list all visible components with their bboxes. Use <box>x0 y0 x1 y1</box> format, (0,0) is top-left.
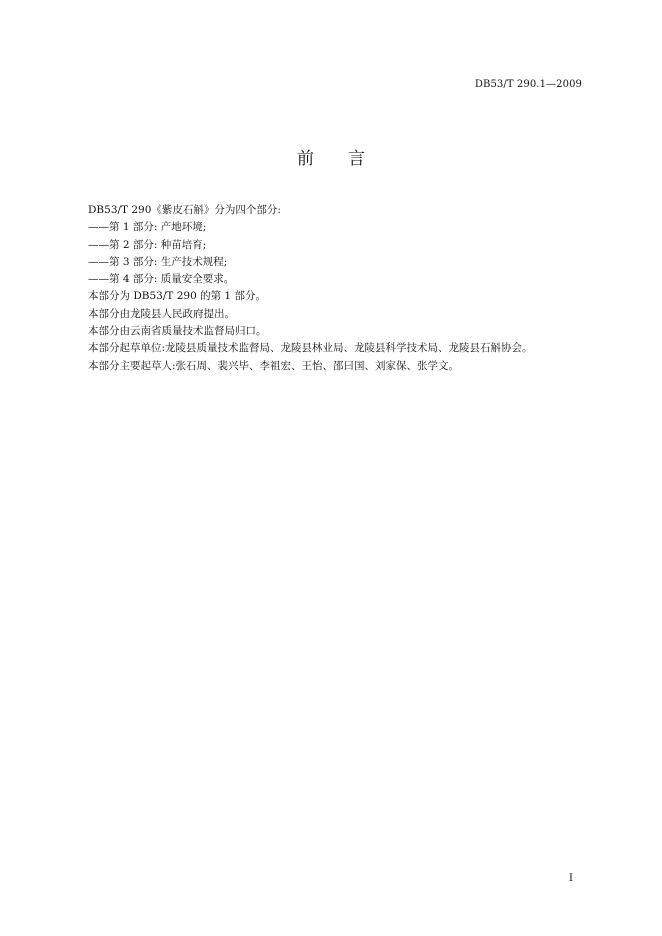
foreword-body <box>88 202 608 375</box>
list-item-part-3: ——第 3 部分: 生产技术规程; <box>88 255 228 268</box>
list-item-part-2: ——第 2 部分: 种苗培育; <box>88 238 207 251</box>
paragraph-drafters: 本部分主要起草人:张石周、裴兴毕、李祖宏、王怡、邵曰国、刘家保、张学文。 <box>88 359 460 372</box>
paragraph-managed-by: 本部分由云南省质量技术监督局归口。 <box>88 325 267 338</box>
paragraph-proposed-by: 本部分由龙陵县人民政府提出。 <box>88 307 235 320</box>
standard-number: DB53/T 290.1—2009 <box>474 79 582 90</box>
paragraph-series-intro: DB53/T 290《紫皮石斛》分为四个部分: <box>88 204 281 216</box>
paragraph-drafting-units: 本部分起草单位:龙陵县质量技术监督局、龙陵县林业局、龙陵县科学技术局、龙陵县石斛协会。 <box>88 342 533 355</box>
list-item-part-1: ——第 1 部分: 产地环境; <box>88 221 207 234</box>
page-title <box>0 144 662 169</box>
list-item-part-4: ——第 4 部分: 质量安全要求。 <box>88 273 235 286</box>
title-char-1: 前 <box>297 149 314 169</box>
title-char-2: 言 <box>348 149 365 169</box>
paragraph-this-part: 本部分为 DB53/T 290 的第 1 部分。 <box>88 290 266 303</box>
page-number: I <box>569 873 573 884</box>
